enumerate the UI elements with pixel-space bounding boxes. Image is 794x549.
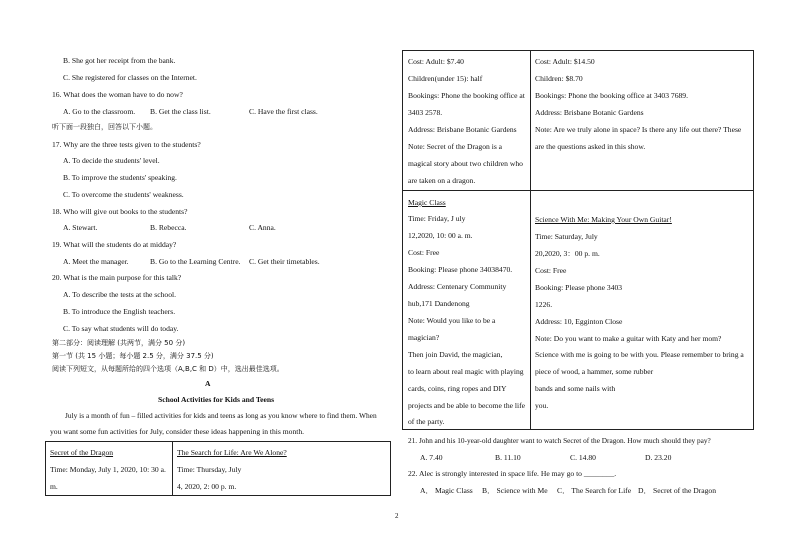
detail-line: hub,171 Dandenong <box>408 299 470 308</box>
q18-option-c: C. Anna. <box>249 223 276 232</box>
detail-line: bands and some nails with <box>535 384 616 393</box>
section-intro: 听下面一段独白，回答以下小题。 <box>52 123 157 131</box>
q18-option-a: A. Stewart. <box>63 223 98 232</box>
q22-option-c: C． The Search for Life <box>557 486 632 495</box>
q21-option-a: A. 7.40 <box>420 453 443 462</box>
q22-option-d: D． Secret of the Dragon <box>638 486 717 495</box>
q21-option-d: D. 23.20 <box>645 453 672 462</box>
detail-line: Address: Brisbane Botanic Gardens <box>535 108 644 117</box>
q17-option-c: C. To overcome the students' weakness. <box>63 190 184 199</box>
q20-option-b: B. To introduce the English teachers. <box>63 307 176 316</box>
detail-line: are taken on a dragon. <box>408 176 476 185</box>
magic-class-title: Magic Class <box>408 198 446 207</box>
q22-option-b: B． Science with Me <box>482 486 548 495</box>
table-column-divider <box>530 50 531 430</box>
detail-line: Note: Secret of the Dragon is a <box>408 142 503 151</box>
secret-of-the-dragon-title: Secret of the Dragon <box>50 448 114 457</box>
detail-line: Bookings: Phone the booking office at 3403 7689. <box>535 91 688 100</box>
reading-instructions: 阅读下列短文，从每题所给的四个选项（A,B,C 和 D）中，选出最佳选项。 <box>52 365 284 373</box>
detail-line: magical story about two children who <box>408 159 523 168</box>
q20-stem: 20. What is the main purpose for this talk? <box>52 273 182 282</box>
q19-stem: 19. What will the students do at midday? <box>52 240 177 249</box>
detail-line: Then join David, the magician, <box>408 350 503 359</box>
search-for-life-title: The Search for Life: Are We Alone? <box>177 448 287 457</box>
passage-paragraph-line-2: you want some fun activities for July, consider these ideas happening in this month. <box>50 427 305 436</box>
detail-line: you. <box>535 401 549 410</box>
q21-stem: 21. John and his 10-year-old daughter want to watch Secret of the Dragon. How much should they pay? <box>408 436 711 445</box>
detail-line: 1226. <box>535 300 553 309</box>
detail-line: Science with me is going to be with you. Please remember to bring a <box>535 350 744 359</box>
detail-line: projects and be able to become the life <box>408 401 526 410</box>
q22-option-a: A． Magic Class <box>420 486 473 495</box>
q16-stem: 16. What does the woman have to do now? <box>52 90 183 99</box>
detail-line: Note: Do you want to make a guitar with Katy and her mom? <box>535 334 722 343</box>
detail-line: Children: $8.70 <box>535 74 583 83</box>
search-for-life-time: Time: Thursday, July <box>177 465 242 474</box>
detail-line: Address: 10, Egginton Close <box>535 317 623 326</box>
detail-line: Children(under 15): half <box>408 74 483 83</box>
q18-option-b: B. Rebecca. <box>150 223 187 232</box>
passage-title: School Activities for Kids and Teens <box>158 395 275 404</box>
detail-line: cards, coins, ring ropes and DIY <box>408 384 507 393</box>
q18-stem: 18. Who will give out books to the students? <box>52 207 188 216</box>
table-divider <box>172 441 173 496</box>
q16-option-b: B. Get the class list. <box>150 107 211 116</box>
detail-line: Time: Friday, J uly <box>408 214 466 223</box>
q17-option-a: A. To decide the students' level. <box>63 156 160 165</box>
q19-option-b: B. Go to the Learning Centre. <box>150 257 241 266</box>
q19-option-c: C. Get their timetables. <box>249 257 320 266</box>
right-column <box>400 0 794 549</box>
q20-option-c: C. To say what students will do today. <box>63 324 179 333</box>
detail-line: Booking: Please phone 3403 <box>535 283 623 292</box>
q20-option-a: A. To describe the tests at the school. <box>63 290 176 299</box>
q21-option-b: B. 11.10 <box>495 453 521 462</box>
detail-line: Booking: Please phone 34038470. <box>408 265 513 274</box>
q17-stem: 17. Why are the three tests given to the students? <box>52 140 201 149</box>
section-one-heading: 第一节 (共 15 小题；每小题 2.5 分，满分 37.5 分) <box>52 352 214 360</box>
secret-of-the-dragon-time: Time: Monday, July 1, 2020, 10: 30 a. <box>50 465 166 474</box>
q21-option-c: C. 14.80 <box>570 453 596 462</box>
q16-option-a: A. Go to the classroom. <box>63 107 136 116</box>
science-with-me-title: Science With Me: Making Your Own Guitar! <box>535 215 672 224</box>
detail-line: Address: Centenary Community <box>408 282 507 291</box>
detail-line: 12,2020, 10: 00 a. m. <box>408 231 473 240</box>
passage-paragraph-line-1: July is a month of fun – filled activities for kids and teens as long as you know where to find them. When <box>65 411 377 420</box>
detail-line: Cost: Free <box>535 266 567 275</box>
detail-line: of the party. <box>408 417 445 426</box>
detail-line: 3403 2578. <box>408 108 443 117</box>
detail-line: piece of wood, a hammer, some rubber <box>535 367 654 376</box>
q16-option-c: C. Have the first class. <box>249 107 318 116</box>
detail-line: Time: Saturday, July <box>535 232 598 241</box>
q19-option-a: A. Meet the manager. <box>63 257 129 266</box>
q22-stem: 22. Alec is strongly interested in space life. He may go to ________. <box>408 469 617 478</box>
detail-line: to learn about real magic with playing <box>408 367 524 376</box>
detail-line: Cost: Adult: $14.50 <box>535 57 595 66</box>
part-two-heading: 第二部分：阅读理解 (共两节，满分 50 分) <box>52 339 186 347</box>
detail-line: 20,2020, 3：00 p. m. <box>535 249 600 258</box>
page-number: 2 <box>395 512 399 520</box>
detail-line: Note: Would you like to be a <box>408 316 496 325</box>
q15-option-b: B. She got her receipt from the bank. <box>63 56 176 65</box>
detail-line: Note: Are we truly alone in space? Is there any life out there? These <box>535 125 742 134</box>
passage-letter: A <box>205 379 211 388</box>
q15-option-c: C. She registered for classes on the Internet. <box>63 73 197 82</box>
detail-line: Address: Brisbane Botanic Gardens <box>408 125 517 134</box>
detail-line: Cost: Adult: $7.40 <box>408 57 464 66</box>
search-for-life-time-cont: 4, 2020, 2: 00 p. m. <box>177 482 237 491</box>
detail-line: Cost: Free <box>408 248 440 257</box>
detail-line: magician? <box>408 333 440 342</box>
table-row-divider <box>402 190 754 191</box>
q17-option-b: B. To improve the students' speaking. <box>63 173 177 182</box>
detail-line: Bookings: Phone the booking office at <box>408 91 525 100</box>
detail-line: are the questions asked in this show. <box>535 142 646 151</box>
secret-of-the-dragon-time-cont: m. <box>50 482 58 491</box>
